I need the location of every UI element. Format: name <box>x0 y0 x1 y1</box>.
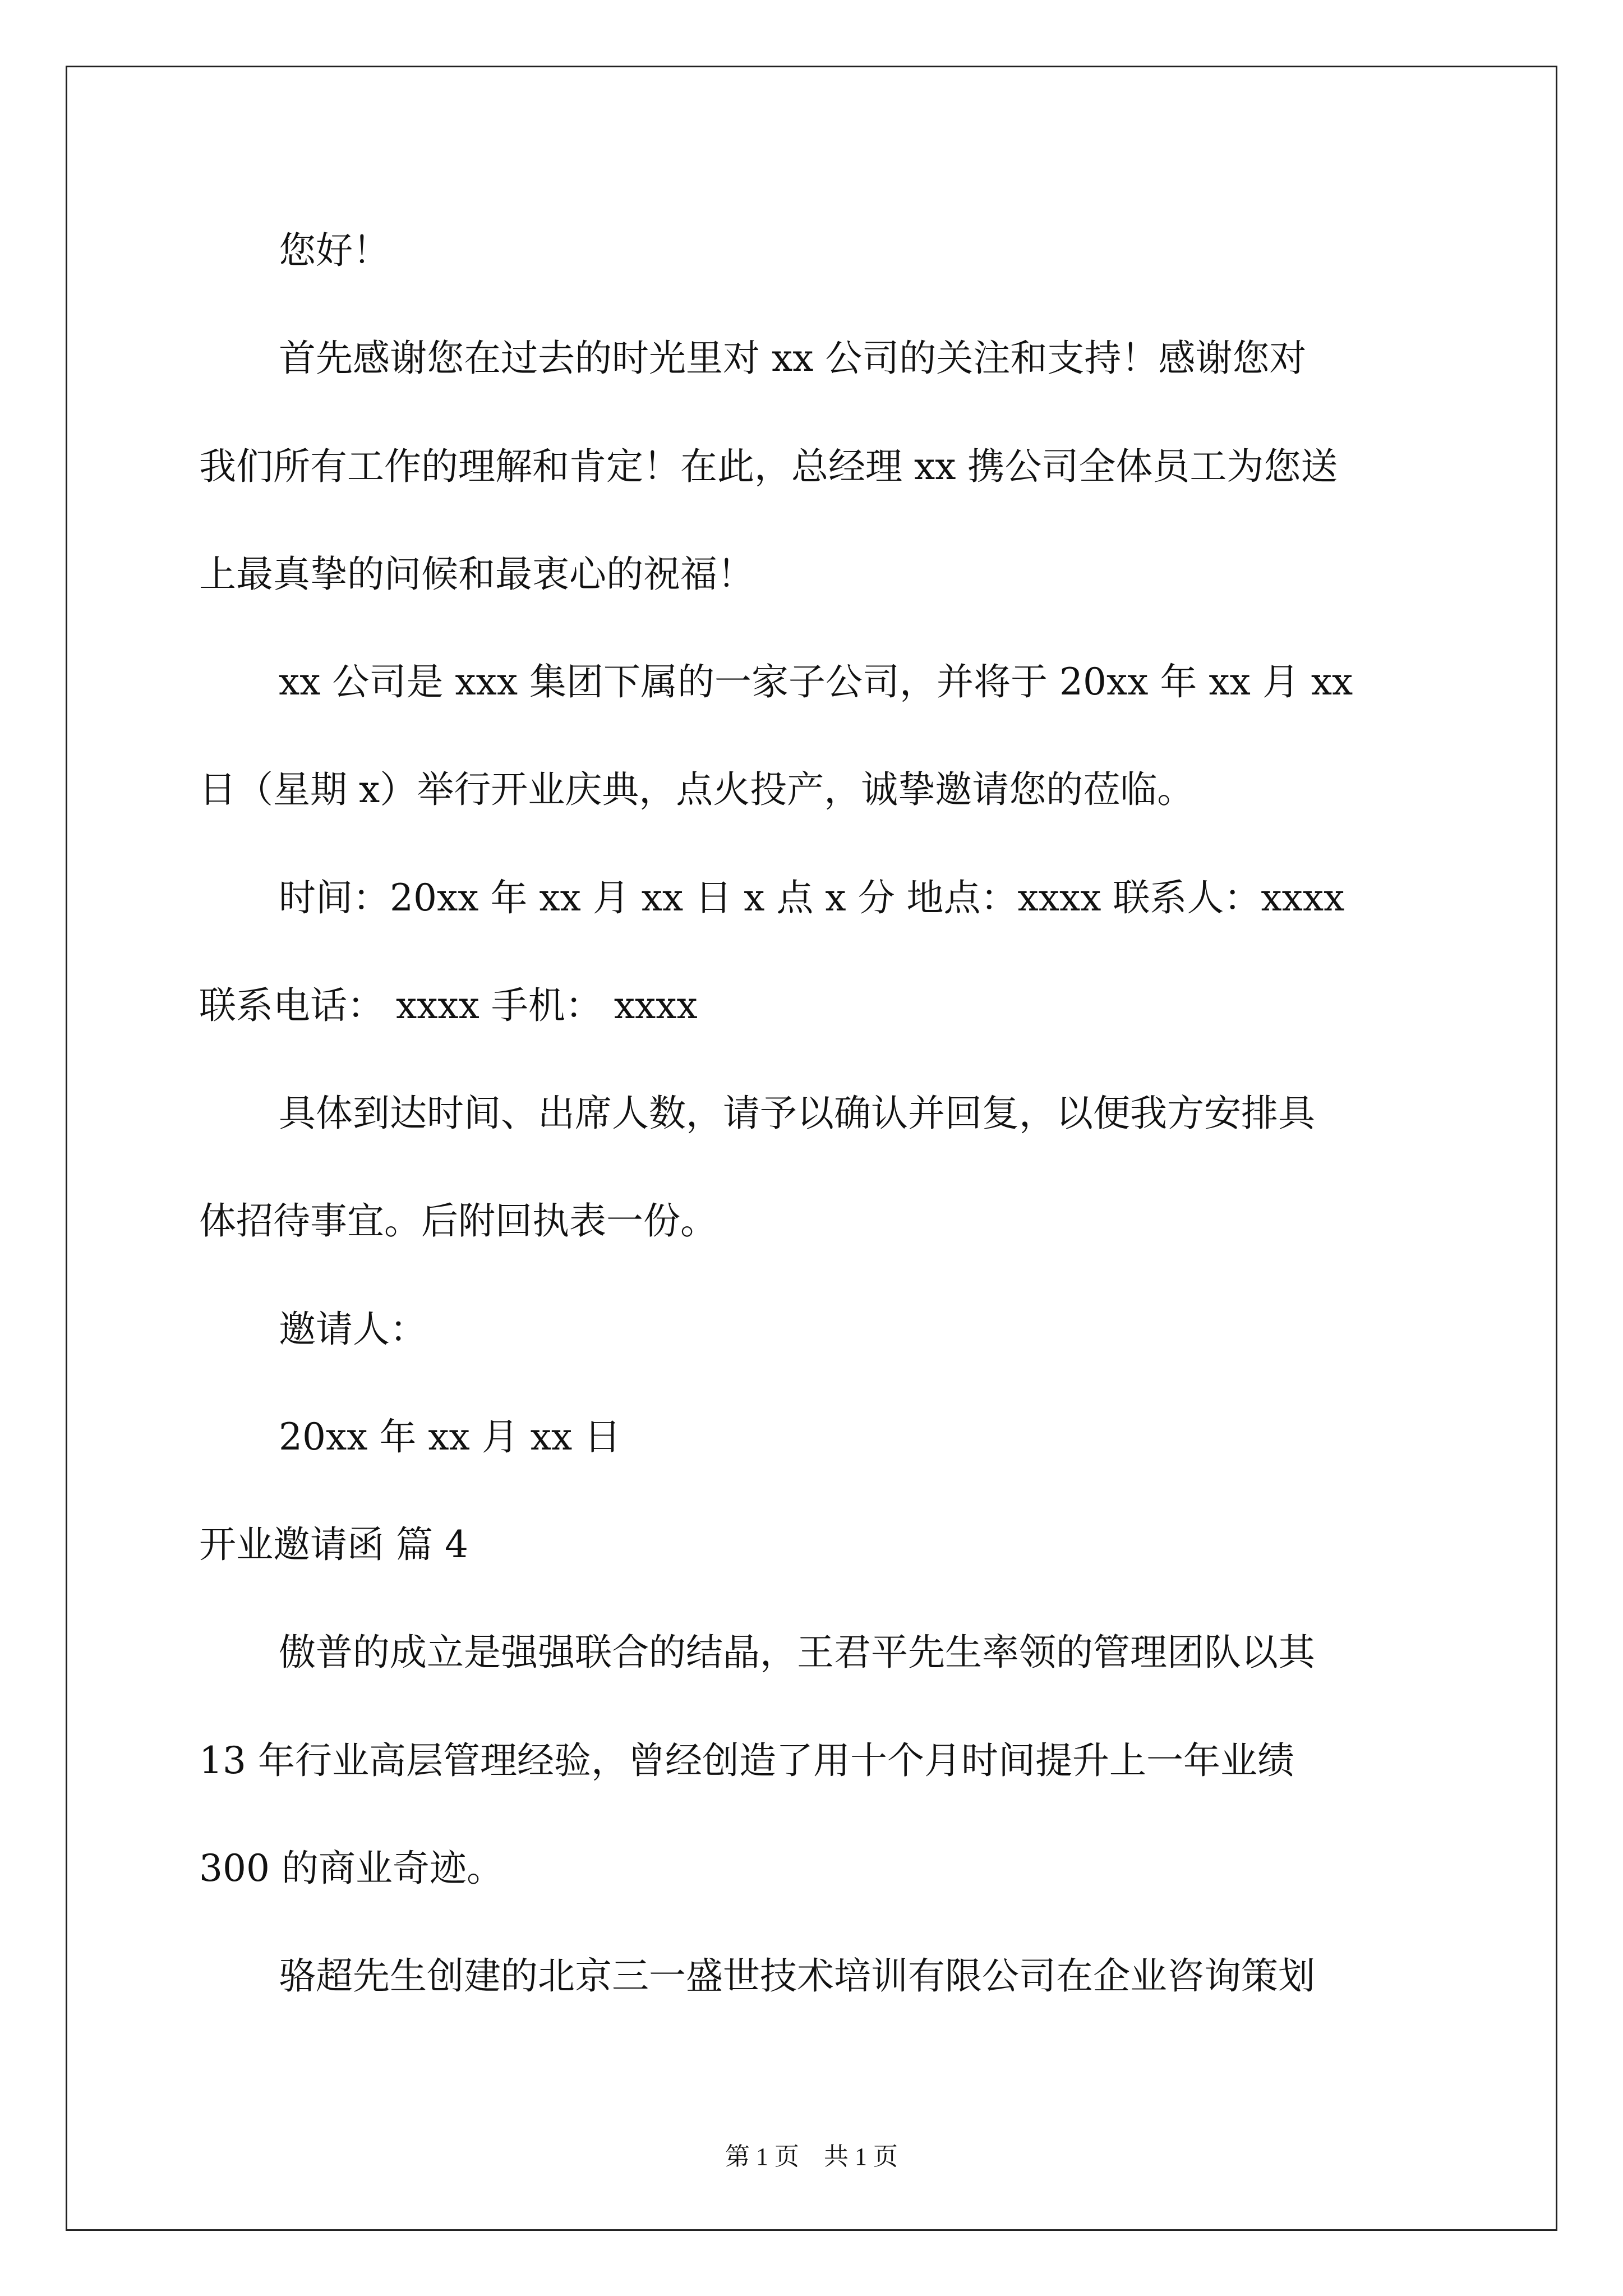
paragraph-line: 傲普的成立是强强联合的结晶，王君平先生率领的管理团队以其 <box>279 1631 1315 1674</box>
greeting: 您好！ <box>279 229 390 272</box>
paragraph-line: xx 公司是 xxx 集团下属的一家子公司，并将于 20xx 年 xx 月 xx <box>279 660 1353 703</box>
paragraph-line: 联系电话： xxxx 手机： xxxx <box>199 984 698 1027</box>
page-footer: 第 1 页 共 1 页 <box>725 2143 898 2170</box>
paragraph-line: 具体到达时间、出席人数，请予以确认并回复，以便我方安排具 <box>279 1092 1315 1135</box>
page-border <box>66 66 1557 2231</box>
paragraph-line: 体招待事宜。后附回执表一份。 <box>199 1199 717 1243</box>
paragraph-line: 上最真挚的问候和最衷心的祝福！ <box>199 553 754 596</box>
paragraph-line: 时间：20xx 年 xx 月 xx 日 x 点 x 分 地点：xxxx 联系人：xxxx <box>279 876 1345 919</box>
paragraph-line: 骆超先生创建的北京三一盛世技术培训有限公司在企业咨询策划 <box>279 1954 1315 1998</box>
paragraph-line: 300 的商业奇迹。 <box>199 1847 504 1890</box>
paragraph-line: 日（星期 x）举行开业庆典，点火投产，诚挚邀请您的莅临。 <box>199 768 1195 811</box>
date-line: 20xx 年 xx 月 xx 日 <box>279 1415 621 1458</box>
section-heading: 开业邀请函 篇 4 <box>199 1523 468 1566</box>
paragraph-line: 首先感谢您在过去的时光里对 xx 公司的关注和支持！感谢您对 <box>279 337 1307 380</box>
paragraph-line: 13 年行业高层管理经验，曾经创造了用十个月时间提升上一年业绩 <box>199 1739 1294 1782</box>
paragraph-line: 我们所有工作的理解和肯定！在此，总经理 xx 携公司全体员工为您送 <box>199 445 1338 488</box>
inviter-label: 邀请人： <box>279 1308 427 1351</box>
